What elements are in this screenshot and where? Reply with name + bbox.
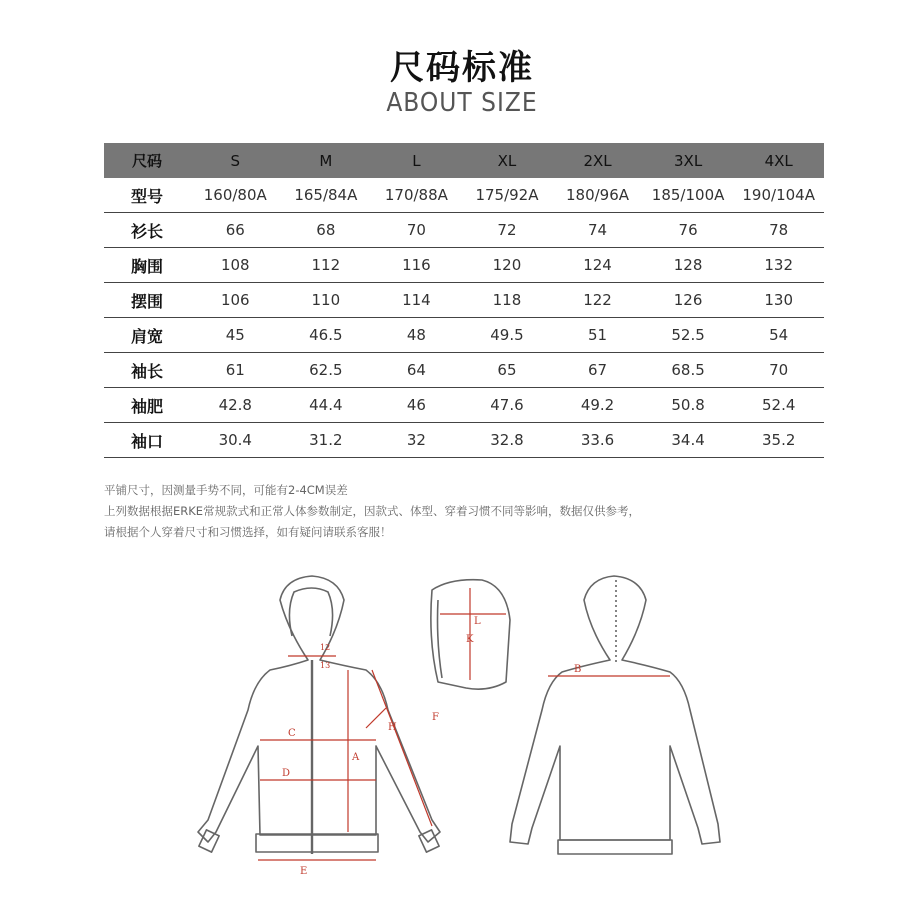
table-cell: 126 <box>673 291 703 309</box>
table-cell: 116 <box>402 256 431 274</box>
header-cell: 尺码 <box>131 152 162 170</box>
table-cell: 32.8 <box>490 431 524 449</box>
measure-line-f <box>372 670 432 826</box>
table-cell: 33.6 <box>580 431 615 449</box>
table-header-row <box>104 143 824 178</box>
table-row <box>104 318 824 353</box>
back-jacket-outline <box>510 576 720 844</box>
table-row <box>104 213 824 248</box>
table-row <box>104 388 824 423</box>
label-h: H <box>388 722 397 733</box>
row-label: 袖肥 <box>130 396 163 416</box>
measure-line-h <box>366 708 386 728</box>
table-cell: 52.4 <box>761 396 796 414</box>
table-cell: 112 <box>311 256 341 274</box>
table-cell: 175/92A <box>475 186 539 204</box>
label-k: K <box>466 634 474 645</box>
note-line: 平铺尺寸，因测量手势不同，可能有2-4CM误差 <box>104 483 348 497</box>
table-cell: 70 <box>769 361 789 379</box>
note-line: 请根据个人穿着尺寸和习惯选择，如有疑问请联系客服！ <box>104 525 392 539</box>
header-cell: XL <box>497 151 517 170</box>
table-row <box>104 423 824 458</box>
label-l: L <box>474 616 481 627</box>
table-cell: 54 <box>769 326 789 344</box>
note-line: 上列数据根据ERKE常规款式和正常人体参数制定，因款式、体型、穿着习惯不同等影响，数据仅供参考， <box>104 504 641 518</box>
header-cell: 3XL <box>674 151 703 170</box>
size-notes <box>104 480 824 543</box>
jacket-measurement-diagram <box>170 570 750 890</box>
table-cell: 49.5 <box>490 326 524 344</box>
table-cell: 44.4 <box>309 396 343 414</box>
label-e: E <box>300 866 308 877</box>
table-cell: 51 <box>587 326 608 344</box>
table-cell: 106 <box>220 291 250 309</box>
table-cell: 34.4 <box>671 431 705 449</box>
table-cell: 72 <box>497 221 517 239</box>
table-cell: 130 <box>764 291 793 309</box>
label-d: D <box>282 768 291 779</box>
table-cell: 42.8 <box>218 396 252 414</box>
table-cell: 46 <box>406 396 426 414</box>
header-cell: L <box>412 151 421 170</box>
label-b: B <box>574 664 582 675</box>
header-cell: 4XL <box>764 151 793 170</box>
table-cell: 124 <box>583 256 612 274</box>
table-cell: 132 <box>764 256 793 274</box>
table-cell: 78 <box>769 221 789 239</box>
table-cell: 32 <box>406 431 426 449</box>
table-cell: 165/84A <box>294 186 358 204</box>
table-cell: 62.5 <box>309 361 343 379</box>
table-cell: 35.2 <box>761 431 796 449</box>
table-cell: 170/88A <box>384 186 448 204</box>
page-title: 尺码标准 <box>390 48 534 88</box>
table-row <box>104 283 824 318</box>
table-cell: 46.5 <box>309 326 343 344</box>
header-cell: S <box>230 151 241 170</box>
hood-side-inner <box>438 600 443 678</box>
table-cell: 128 <box>673 256 703 274</box>
row-label: 胸围 <box>130 256 163 276</box>
table-cell: 122 <box>583 291 612 309</box>
size-table <box>104 143 824 458</box>
table-cell: 47.6 <box>490 396 524 414</box>
label-12: 12 <box>320 643 331 652</box>
table-cell: 50.8 <box>671 396 705 414</box>
table-cell: 67 <box>587 361 608 379</box>
row-label: 摆围 <box>130 291 163 311</box>
table-cell: 108 <box>220 256 250 274</box>
front-jacket-outline <box>198 576 440 842</box>
table-cell: 74 <box>587 221 608 239</box>
table-cell: 68 <box>316 221 336 239</box>
row-label: 袖口 <box>130 431 163 451</box>
table-cell: 160/80A <box>203 186 267 204</box>
table-cell: 180/96A <box>566 186 630 204</box>
table-cell: 185/100A <box>651 186 725 204</box>
table-row <box>104 353 824 388</box>
table-cell: 30.4 <box>218 431 252 449</box>
row-label: 衫长 <box>130 221 163 241</box>
label-f: F <box>432 712 439 723</box>
table-cell: 52.5 <box>671 326 705 344</box>
label-c: C <box>288 728 296 739</box>
table-cell: 120 <box>492 256 522 274</box>
table-cell: 190/104A <box>742 186 815 204</box>
table-cell: 45 <box>225 326 245 344</box>
table-cell: 70 <box>406 221 426 239</box>
label-a: A <box>352 752 360 763</box>
table-cell: 64 <box>406 361 426 379</box>
front-hem-rib <box>256 834 378 852</box>
table-cell: 66 <box>225 221 245 239</box>
header-cell: 2XL <box>583 151 612 170</box>
table-row <box>104 178 824 213</box>
label-13: 13 <box>320 661 331 670</box>
table-row <box>104 248 824 283</box>
table-cell: 76 <box>678 221 698 239</box>
table-cell: 49.2 <box>580 396 615 414</box>
table-cell: 31.2 <box>309 431 343 449</box>
table-cell: 61 <box>225 361 245 379</box>
front-hood-inner <box>289 588 332 636</box>
row-label: 袖长 <box>130 361 163 381</box>
row-label: 型号 <box>130 186 163 206</box>
table-cell: 68.5 <box>671 361 705 379</box>
table-cell: 65 <box>497 361 517 379</box>
table-cell: 110 <box>311 291 341 309</box>
header-cell: M <box>319 151 333 170</box>
table-cell: 48 <box>406 326 426 344</box>
table-cell: 114 <box>402 291 431 309</box>
row-label: 肩宽 <box>130 326 163 346</box>
page-subtitle: ABOUT SIZE <box>386 88 538 118</box>
table-cell: 118 <box>492 291 522 309</box>
back-hem-rib <box>558 840 672 854</box>
